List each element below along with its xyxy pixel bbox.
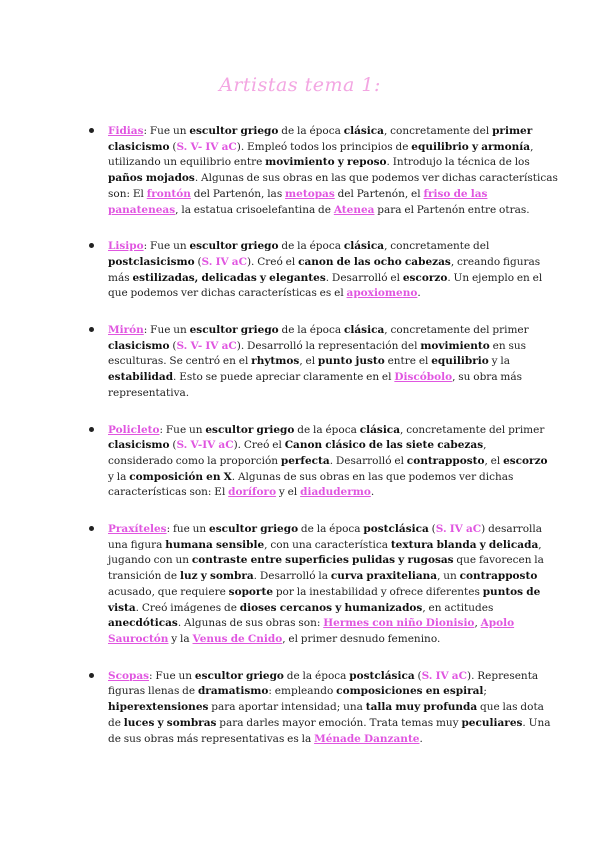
- plain-text: . Esto se puede apreciar claramente en el: [173, 371, 395, 384]
- artwork-link[interactable]: apoxiomeno: [346, 287, 418, 300]
- plain-text: y la: [488, 355, 510, 368]
- plain-text: , concretamente del: [384, 125, 493, 137]
- text-line: [108, 203, 528, 219]
- plain-text: ) desarrolla: [481, 523, 542, 536]
- plain-text: de la época: [278, 324, 344, 337]
- plain-text: por la inestabilidad y ofrece diferentes: [273, 585, 483, 598]
- list-item-scopas: [108, 669, 551, 748]
- artist-name-link[interactable]: Mirón: [108, 324, 144, 337]
- bold-term: postclasicismo: [108, 255, 195, 268]
- text-line: [108, 255, 541, 271]
- list-item-fidias: [108, 124, 558, 218]
- plain-text: : Fue un: [143, 125, 190, 137]
- bold-term: contraste entre superficies pulidas y rugosas: [191, 554, 454, 567]
- text-line: [108, 470, 528, 486]
- text-line: [108, 239, 528, 255]
- plain-text: .: [419, 732, 423, 745]
- bold-term: canon de las ocho cabezas: [298, 255, 451, 268]
- artist-name-link[interactable]: Praxíteles: [108, 523, 167, 536]
- plain-text: , un: [437, 570, 460, 583]
- bold-term: movimiento: [420, 339, 490, 352]
- artwork-link[interactable]: diadudermo: [300, 486, 371, 499]
- artwork-link[interactable]: Ménade Danzante: [314, 732, 420, 745]
- artist-name-link[interactable]: Lisipo: [108, 240, 144, 253]
- plain-text: (: [169, 439, 177, 452]
- artwork-link[interactable]: Venus de Cnido: [192, 632, 283, 645]
- plain-text: ;: [483, 685, 487, 698]
- paragraph: [108, 239, 543, 302]
- plain-text: de la época: [278, 125, 344, 137]
- bold-term: punto justo: [317, 355, 385, 368]
- list-item-praxiteles: [108, 522, 544, 648]
- plain-text: y el: [276, 486, 301, 499]
- text-line: [108, 286, 528, 302]
- plain-text: ,: [530, 140, 534, 153]
- text-line: [108, 423, 545, 439]
- bold-term: estabilidad: [108, 371, 174, 384]
- plain-text: ,: [474, 617, 481, 630]
- bold-term: curva praxiteliana: [330, 570, 438, 583]
- plain-text: : Fue un: [143, 324, 190, 337]
- plain-text: (: [194, 255, 202, 268]
- bold-term: primer: [492, 125, 533, 137]
- plain-text: de sus obras más representativas es la: [108, 732, 315, 745]
- bold-term: escultor griego: [209, 523, 299, 536]
- text-line: [108, 339, 528, 355]
- bullet-icon: [89, 526, 94, 531]
- plain-text: ,: [483, 439, 487, 452]
- artwork-link[interactable]: Atenea: [333, 203, 375, 216]
- bold-term: postclásica: [363, 523, 429, 536]
- text-line: [108, 171, 558, 187]
- artwork-link[interactable]: friso de las: [423, 187, 488, 200]
- plain-text: , el: [484, 454, 504, 467]
- bold-term: rhytmos: [251, 355, 300, 368]
- plain-text: ). Creó el: [246, 255, 299, 268]
- plain-text: , su obra más: [452, 371, 523, 384]
- bold-term: movimiento y reposo: [265, 156, 387, 169]
- bold-term: escultor griego: [189, 125, 279, 137]
- plain-text: y la: [168, 632, 193, 645]
- bold-term: clásica: [359, 423, 401, 436]
- plain-text: .: [417, 287, 421, 300]
- plain-text: para darles mayor emoción. Trata temas muy: [216, 716, 462, 729]
- bullet-icon: [89, 673, 94, 678]
- plain-text: . Desarrolló el: [325, 271, 403, 284]
- artwork-link[interactable]: Sauroctón: [108, 632, 169, 645]
- bold-term: luces y sombras: [123, 716, 217, 729]
- plain-text: ). Desarrolló la representación del: [236, 339, 421, 352]
- bullet-icon: [89, 327, 94, 332]
- text-line: [108, 124, 533, 140]
- bold-term: escultor griego: [194, 669, 284, 682]
- bullet-icon: [89, 128, 94, 133]
- text-line: [108, 632, 528, 648]
- plain-text: , el primer desnudo femenino.: [282, 632, 441, 645]
- plain-text: : Fue un: [159, 423, 206, 436]
- plain-text: , en actitudes: [422, 601, 494, 614]
- plain-text: esculturas. Se centró en el: [108, 355, 252, 368]
- text-line: [108, 485, 528, 501]
- bold-term: escultor griego: [189, 324, 279, 337]
- plain-text: , la estatua crisoelefantina de: [175, 203, 334, 216]
- text-line: [108, 684, 528, 700]
- bold-term: clasicismo: [108, 140, 170, 153]
- plain-text: , con una característica: [264, 538, 391, 551]
- bold-term: Canon clásico de las siete cabezas: [284, 439, 484, 452]
- plain-text: representativa.: [108, 386, 190, 399]
- list-item-policleto: [108, 423, 548, 502]
- bold-term: equilibrio: [431, 355, 489, 368]
- text-line: [108, 155, 528, 171]
- plain-text: considerado como la proporción: [108, 454, 281, 467]
- plain-text: . Creó imágenes de: [135, 601, 240, 614]
- bold-term: anecdóticas: [108, 617, 178, 630]
- paragraph: [108, 423, 548, 502]
- artwork-link[interactable]: Apolo: [480, 617, 515, 630]
- plain-text: , concretamente del primer: [384, 324, 529, 337]
- bold-term: escultor griego: [189, 240, 279, 253]
- date-label: S. V-IV aC: [176, 439, 234, 452]
- bold-term: puntos de: [482, 585, 541, 598]
- bold-term: equilibrio y armonía: [411, 140, 531, 153]
- bold-term: clásica: [343, 324, 385, 337]
- plain-text: y la: [108, 470, 130, 483]
- bold-term: dramatismo: [197, 685, 269, 698]
- plain-text: figuras llenas de: [108, 685, 198, 698]
- plain-text: más: [108, 271, 133, 284]
- plain-text: transición de: [108, 570, 180, 583]
- artist-name-link[interactable]: Fidias: [108, 125, 144, 137]
- plain-text: : Fue un: [143, 240, 190, 253]
- text-line: [108, 454, 548, 470]
- plain-text: características son: El: [108, 486, 229, 499]
- bold-term: composición en X: [129, 470, 232, 483]
- plain-text: de: [108, 716, 124, 729]
- bold-term: humana sensible: [165, 538, 265, 551]
- plain-text: jugando con un: [108, 554, 192, 567]
- plain-text: . Un ejemplo en el: [447, 271, 543, 284]
- bold-term: estilizadas, delicadas y elegantes: [132, 271, 326, 284]
- bold-term: clasicismo: [108, 339, 170, 352]
- plain-text: de la época: [294, 423, 360, 436]
- plain-text: , el: [299, 355, 318, 368]
- text-line: [108, 616, 528, 632]
- date-label: S. IV aC: [421, 669, 467, 682]
- plain-text: utilizando un equilibrio entre: [108, 156, 266, 169]
- text-line: [108, 569, 538, 585]
- bold-term: escultor griego: [205, 423, 295, 436]
- plain-text: . Desarrolló el: [329, 454, 407, 467]
- plain-text: son: El: [108, 187, 147, 200]
- plain-text: que las dota: [477, 701, 544, 714]
- plain-text: : fue un: [166, 523, 210, 536]
- text-line: [108, 538, 542, 554]
- date-label: S. V- IV aC: [176, 339, 237, 352]
- plain-text: . Una: [522, 716, 551, 729]
- text-line: [108, 732, 528, 748]
- bold-term: contrapposto: [406, 454, 485, 467]
- plain-text: . Desarrolló la: [253, 570, 331, 583]
- plain-text: ). Empleó todos los principios de: [236, 140, 412, 153]
- text-line: [108, 553, 544, 569]
- plain-text: una figura: [108, 538, 166, 551]
- plain-text: que favorecen la: [453, 554, 544, 567]
- plain-text: acusado, que requiere: [108, 585, 229, 598]
- plain-text: , creando figuras: [450, 255, 541, 268]
- plain-text: . Algunas de sus obras en las que podemos ver dichas características: [194, 172, 558, 185]
- bold-term: vista: [108, 601, 136, 614]
- plain-text: , concretamente del: [384, 240, 490, 253]
- artist-name-link[interactable]: Policleto: [108, 423, 160, 436]
- plain-text: del Partenón, el: [334, 187, 424, 200]
- artwork-link[interactable]: panateneas: [108, 203, 176, 216]
- plain-text: en sus: [489, 339, 526, 352]
- bold-term: talla muy profunda: [365, 701, 478, 714]
- artwork-link[interactable]: metopas: [285, 187, 335, 200]
- plain-text: del Partenón, las: [190, 187, 286, 200]
- bold-term: soporte: [228, 585, 273, 598]
- artwork-link[interactable]: Hermes con niño Dionisio: [323, 617, 475, 630]
- plain-text: de la época: [298, 523, 364, 536]
- paragraph: [108, 669, 551, 748]
- plain-text: (: [414, 669, 422, 682]
- bold-term: contrapposto: [459, 570, 538, 583]
- text-line: [108, 716, 551, 732]
- plain-text: . Introdujo la técnica de los: [386, 156, 530, 169]
- text-line: [108, 669, 539, 685]
- bullet-icon: [89, 243, 94, 248]
- plain-text: para aportar intensidad; una: [208, 701, 366, 714]
- text-line: [108, 354, 528, 370]
- bold-term: escorzo: [503, 454, 548, 467]
- paragraph: [108, 124, 558, 218]
- bold-term: clásica: [343, 125, 384, 137]
- bold-term: luz y sombra: [179, 570, 254, 583]
- bold-term: dioses cercanos y humanizados: [239, 601, 423, 614]
- plain-text: , concretamente del primer: [400, 423, 545, 436]
- list-item-miron: [108, 323, 528, 402]
- plain-text: (: [169, 339, 177, 352]
- text-line: [108, 700, 544, 716]
- plain-text: ). Representa: [466, 669, 539, 682]
- plain-text: entre el: [384, 355, 432, 368]
- text-line: [108, 522, 542, 538]
- text-line: [108, 370, 528, 386]
- bold-term: composiciones en espiral: [336, 685, 484, 698]
- plain-text: .: [370, 486, 375, 499]
- bold-term: textura blanda y delicada: [390, 538, 539, 551]
- artwork-link[interactable]: Discóbolo: [394, 371, 453, 384]
- plain-text: : empleando: [268, 685, 337, 698]
- page-title: Artistas tema 1:: [219, 74, 381, 96]
- plain-text: ). Creó el: [233, 439, 285, 452]
- plain-text: : Fue un: [149, 669, 195, 682]
- date-label: S. IV aC: [435, 523, 482, 536]
- bold-term: hiperextensiones: [108, 701, 209, 714]
- text-line: [108, 140, 534, 156]
- bold-term: paños mojados: [108, 172, 195, 185]
- artist-name-link[interactable]: Scopas: [108, 669, 150, 682]
- artist-list: [108, 124, 558, 768]
- plain-text: (: [428, 523, 436, 536]
- plain-text: (: [169, 140, 177, 153]
- paragraph: [108, 522, 544, 648]
- text-line: [108, 386, 528, 402]
- artwork-link[interactable]: doríforo: [228, 486, 277, 499]
- bold-term: clasicismo: [108, 439, 170, 452]
- date-label: S. IV aC: [201, 255, 247, 268]
- text-line: [108, 323, 528, 339]
- bold-term: escorzo: [402, 271, 448, 284]
- date-label: S. V- IV aC: [176, 140, 237, 153]
- bold-term: postclásica: [349, 669, 415, 682]
- plain-text: para el Partenón entre otras.: [374, 203, 530, 216]
- plain-text: que podemos ver dichas características es el: [108, 287, 347, 300]
- bullet-icon: [89, 427, 94, 432]
- plain-text: de la época: [278, 240, 344, 253]
- text-line: [108, 187, 528, 203]
- bold-term: perfecta: [280, 454, 330, 467]
- text-line: [108, 438, 528, 454]
- text-line: [108, 271, 543, 287]
- text-line: [108, 585, 541, 601]
- paragraph: [108, 323, 528, 402]
- plain-text: ,: [538, 538, 542, 551]
- bold-term: peculiares: [461, 716, 523, 729]
- text-line: [108, 601, 528, 617]
- plain-text: de la época: [283, 669, 350, 682]
- plain-text: . Algunas de sus obras en las que podemos ver dichas: [231, 470, 514, 483]
- list-item-lisipo: [108, 239, 543, 302]
- bold-term: clásica: [343, 240, 385, 253]
- plain-text: . Algunas de sus obras son:: [177, 617, 324, 630]
- artwork-link[interactable]: frontón: [146, 187, 191, 200]
